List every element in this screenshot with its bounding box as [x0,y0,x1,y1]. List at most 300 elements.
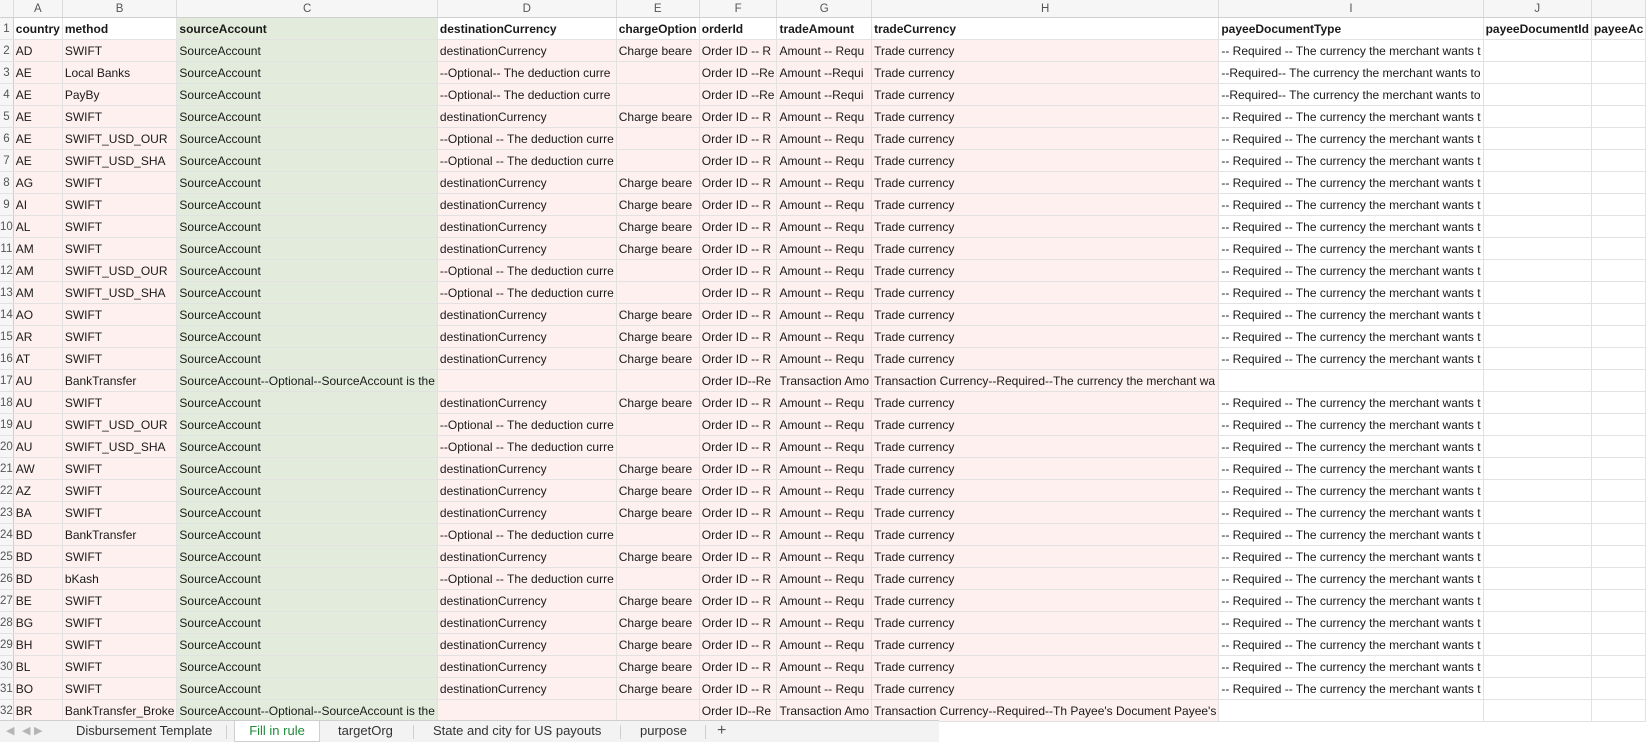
cell[interactable]: SourceAccount [177,546,437,568]
cell[interactable]: Order ID -- R [699,282,777,304]
cell[interactable]: SourceAccount [177,84,437,106]
cell[interactable]: destinationCurrency [437,348,616,370]
cell[interactable]: Order ID -- R [699,194,777,216]
cell[interactable] [1483,634,1591,656]
cell[interactable]: SourceAccount [177,194,437,216]
cell[interactable]: Transaction Currency--Required--The currency the merchant wa [872,370,1219,392]
cell[interactable]: Amount -- Requ [777,238,872,260]
row-number[interactable]: 5 [0,106,13,128]
cell[interactable]: Order ID -- R [699,150,777,172]
cell[interactable]: Order ID -- R [699,392,777,414]
cell[interactable]: Order ID -- R [699,326,777,348]
cell[interactable]: -- Required -- The currency the merchant wants t [1219,546,1483,568]
cell[interactable]: Amount -- Requ [777,392,872,414]
cell[interactable] [616,700,699,722]
cell[interactable]: SourceAccount--Optional--SourceAccount is the [177,700,437,722]
cell[interactable]: AZ [13,480,62,502]
cell[interactable]: SourceAccount [177,172,437,194]
cell[interactable]: Transaction Currency--Required--Th Payee's Document Payee's [872,700,1219,722]
column-title-cell[interactable]: payeeAc [1591,18,1645,40]
cell[interactable]: Amount -- Requ [777,194,872,216]
tab-targetorg[interactable]: targetOrg [338,723,393,738]
row-number[interactable]: 1 [0,18,13,40]
cell[interactable] [616,62,699,84]
cell[interactable] [616,150,699,172]
cell[interactable]: Charge beare [616,546,699,568]
cell[interactable]: SourceAccount [177,128,437,150]
cell[interactable]: Trade currency [872,612,1219,634]
cell[interactable] [1591,238,1645,260]
cell[interactable]: destinationCurrency [437,238,616,260]
column-title-cell[interactable]: destinationCurrency [437,18,616,40]
cell[interactable] [616,414,699,436]
cell[interactable]: -- Required -- The currency the merchant wants t [1219,458,1483,480]
cell[interactable]: SourceAccount [177,524,437,546]
column-header-c[interactable]: C [177,0,437,18]
cell[interactable]: Order ID -- R [699,304,777,326]
cell[interactable]: Amount -- Requ [777,128,872,150]
cell[interactable]: -- Required -- The currency the merchant wants t [1219,678,1483,700]
cell[interactable]: BO [13,678,62,700]
cell[interactable] [1591,370,1645,392]
cell[interactable]: Charge beare [616,392,699,414]
cell[interactable]: Trade currency [872,106,1219,128]
cell[interactable]: Order ID -- R [699,612,777,634]
cell[interactable]: Trade currency [872,238,1219,260]
cell[interactable]: Order ID -- R [699,40,777,62]
cell[interactable]: --Optional-- The deduction curre [437,62,616,84]
cell[interactable]: --Optional -- The deduction curre [437,150,616,172]
cell[interactable]: Trade currency [872,634,1219,656]
cell[interactable]: destinationCurrency [437,194,616,216]
cell[interactable]: AE [13,84,62,106]
cell[interactable]: AL [13,216,62,238]
cell[interactable]: SWIFT [62,634,177,656]
cell[interactable]: BR [13,700,62,722]
cell[interactable] [616,436,699,458]
cell[interactable] [1483,524,1591,546]
cell[interactable]: Trade currency [872,392,1219,414]
cell[interactable] [1483,414,1591,436]
cell[interactable] [1591,568,1645,590]
cell[interactable]: SWIFT [62,590,177,612]
cell[interactable]: -- Required -- The currency the merchant wants t [1219,238,1483,260]
cell[interactable]: Order ID -- R [699,480,777,502]
cell[interactable] [1483,370,1591,392]
cell[interactable]: Trade currency [872,678,1219,700]
cell[interactable]: destinationCurrency [437,216,616,238]
column-header-i[interactable]: I [1219,0,1483,18]
cell[interactable]: Order ID -- R [699,568,777,590]
cell[interactable]: Trade currency [872,568,1219,590]
cell[interactable]: destinationCurrency [437,40,616,62]
cell[interactable]: BA [13,502,62,524]
cell[interactable] [616,370,699,392]
column-header-h[interactable]: H [872,0,1219,18]
cell[interactable] [1483,150,1591,172]
cell[interactable]: SourceAccount [177,392,437,414]
cell[interactable] [1483,194,1591,216]
cell[interactable]: -- Required -- The currency the merchant wants t [1219,150,1483,172]
column-title-cell[interactable]: payeeDocumentType [1219,18,1483,40]
cell[interactable]: -- Required -- The currency the merchant wants t [1219,436,1483,458]
cell[interactable]: Local Banks [62,62,177,84]
cell[interactable]: AU [13,414,62,436]
column-header-d[interactable]: D [437,0,616,18]
cell[interactable]: -- Required -- The currency the merchant wants t [1219,194,1483,216]
row-number[interactable]: 22 [0,480,13,502]
prev-sheet-icon-alt[interactable]: ◀ [22,725,31,737]
cell[interactable] [616,524,699,546]
cell[interactable]: Amount -- Requ [777,436,872,458]
cell[interactable]: Charge beare [616,304,699,326]
cell[interactable]: -- Required -- The currency the merchant wants t [1219,392,1483,414]
cell[interactable]: Order ID -- R [699,216,777,238]
cell[interactable]: destinationCurrency [437,590,616,612]
cell[interactable]: Order ID -- R [699,414,777,436]
cell[interactable]: Order ID -- R [699,348,777,370]
cell[interactable] [1483,216,1591,238]
cell[interactable]: BankTransfer [62,524,177,546]
cell[interactable] [1483,106,1591,128]
cell[interactable]: Amount -- Requ [777,480,872,502]
cell[interactable] [1483,568,1591,590]
cell[interactable]: SourceAccount [177,678,437,700]
cell[interactable]: Order ID -- R [699,524,777,546]
cell[interactable]: SWIFT [62,194,177,216]
cell[interactable]: -- Required -- The currency the merchant wants t [1219,414,1483,436]
cell[interactable]: --Optional-- The deduction curre [437,84,616,106]
cell[interactable]: Charge beare [616,348,699,370]
cell[interactable]: SWIFT_USD_OUR [62,414,177,436]
cell[interactable] [1591,678,1645,700]
cell[interactable]: --Required-- The currency the merchant wants to [1219,62,1483,84]
row-number[interactable]: 19 [0,414,13,436]
cell[interactable]: AI [13,194,62,216]
cell[interactable]: -- Required -- The currency the merchant wants t [1219,612,1483,634]
cell[interactable]: -- Required -- The currency the merchant wants t [1219,260,1483,282]
cell[interactable]: SWIFT_USD_SHA [62,436,177,458]
cell[interactable]: AE [13,62,62,84]
cell[interactable] [1591,348,1645,370]
cell[interactable] [1483,326,1591,348]
tab-purpose[interactable]: purpose [640,723,687,738]
cell[interactable] [1483,590,1591,612]
cell[interactable]: BankTransfer [62,370,177,392]
cell[interactable] [1591,216,1645,238]
cell[interactable]: SourceAccount [177,40,437,62]
cell[interactable]: destinationCurrency [437,634,616,656]
cell[interactable]: Amount --Requi [777,84,872,106]
cell[interactable]: Order ID --Re [699,62,777,84]
cell[interactable]: Charge beare [616,106,699,128]
cell[interactable]: Trade currency [872,62,1219,84]
cell[interactable]: Order ID --Re [699,84,777,106]
column-header-g[interactable]: G [777,0,872,18]
cell[interactable] [1483,62,1591,84]
cell[interactable]: SourceAccount [177,568,437,590]
column-title-cell[interactable]: chargeOption [616,18,699,40]
cell[interactable]: Amount -- Requ [777,568,872,590]
cell[interactable]: -- Required -- The currency the merchant wants t [1219,656,1483,678]
column-title-cell[interactable]: country [13,18,62,40]
cell[interactable] [1591,282,1645,304]
cell[interactable]: SourceAccount [177,502,437,524]
cell[interactable]: BD [13,568,62,590]
cell[interactable]: SWIFT [62,238,177,260]
cell[interactable]: SourceAccount [177,304,437,326]
cell[interactable] [1591,480,1645,502]
cell[interactable]: -- Required -- The currency the merchant wants t [1219,480,1483,502]
row-number[interactable]: 11 [0,238,13,260]
cell[interactable]: Charge beare [616,634,699,656]
cell[interactable]: Charge beare [616,502,699,524]
cell[interactable]: Amount -- Requ [777,590,872,612]
cell[interactable] [1591,436,1645,458]
cell[interactable]: -- Required -- The currency the merchant wants t [1219,502,1483,524]
cell[interactable]: destinationCurrency [437,458,616,480]
cell[interactable]: Charge beare [616,678,699,700]
cell[interactable]: SourceAccount [177,106,437,128]
cell[interactable]: destinationCurrency [437,612,616,634]
cell[interactable]: bKash [62,568,177,590]
cell[interactable]: Trade currency [872,590,1219,612]
cell[interactable]: Order ID -- R [699,260,777,282]
cell[interactable]: Trade currency [872,172,1219,194]
cell[interactable]: Trade currency [872,128,1219,150]
cell[interactable]: AM [13,260,62,282]
select-all-corner[interactable] [0,0,13,18]
cell[interactable]: AU [13,436,62,458]
cell[interactable]: Amount -- Requ [777,348,872,370]
cell[interactable]: Charge beare [616,656,699,678]
cell[interactable]: Amount -- Requ [777,326,872,348]
row-number[interactable]: 30 [0,656,13,678]
row-number[interactable]: 14 [0,304,13,326]
cell[interactable]: Trade currency [872,656,1219,678]
row-number[interactable]: 9 [0,194,13,216]
cell[interactable] [1591,62,1645,84]
cell[interactable]: SWIFT [62,656,177,678]
next-sheet-icon[interactable]: ▶ [34,725,43,737]
cell[interactable]: PayBy [62,84,177,106]
cell[interactable]: destinationCurrency [437,656,616,678]
cell[interactable]: -- Required -- The currency the merchant wants t [1219,568,1483,590]
cell[interactable]: BE [13,590,62,612]
cell[interactable]: -- Required -- The currency the merchant wants t [1219,282,1483,304]
cell[interactable]: Amount --Requi [777,62,872,84]
row-number[interactable]: 16 [0,348,13,370]
cell[interactable]: destinationCurrency [437,326,616,348]
cell[interactable]: --Optional -- The deduction curre [437,414,616,436]
cell[interactable]: Order ID -- R [699,238,777,260]
cell[interactable]: SourceAccount [177,634,437,656]
cell[interactable]: AU [13,392,62,414]
cell[interactable]: Trade currency [872,524,1219,546]
prev-sheet-icon[interactable]: ◀ [6,725,15,737]
cell[interactable]: Trade currency [872,260,1219,282]
cell[interactable]: Order ID -- R [699,590,777,612]
cell[interactable]: Amount -- Requ [777,546,872,568]
cell[interactable]: SourceAccount [177,414,437,436]
cell[interactable]: destinationCurrency [437,172,616,194]
cell[interactable] [1483,436,1591,458]
cell[interactable]: Trade currency [872,326,1219,348]
cell[interactable] [437,370,616,392]
column-title-cell[interactable]: orderId [699,18,777,40]
cell[interactable]: Order ID -- R [699,656,777,678]
cell[interactable]: BankTransfer_Broke [62,700,177,722]
cell[interactable]: SourceAccount [177,590,437,612]
cell[interactable]: SourceAccount [177,62,437,84]
row-number[interactable]: 20 [0,436,13,458]
column-title-cell[interactable]: method [62,18,177,40]
cell[interactable] [1483,40,1591,62]
cell[interactable] [1591,502,1645,524]
row-number[interactable]: 24 [0,524,13,546]
row-number[interactable]: 29 [0,634,13,656]
cell[interactable]: Amount -- Requ [777,172,872,194]
cell[interactable]: Trade currency [872,84,1219,106]
cell[interactable]: AE [13,150,62,172]
cell[interactable]: --Optional -- The deduction curre [437,568,616,590]
add-sheet-button[interactable]: + [717,722,727,739]
cell[interactable]: Order ID -- R [699,128,777,150]
cell[interactable]: Charge beare [616,172,699,194]
cell[interactable]: -- Required -- The currency the merchant wants t [1219,106,1483,128]
cell[interactable] [1483,172,1591,194]
cell[interactable]: SWIFT_USD_OUR [62,260,177,282]
cell[interactable]: destinationCurrency [437,546,616,568]
cell[interactable]: destinationCurrency [437,502,616,524]
cell[interactable]: SourceAccount [177,436,437,458]
cell[interactable] [1483,392,1591,414]
cell[interactable]: destinationCurrency [437,480,616,502]
row-number[interactable]: 10 [0,216,13,238]
cell[interactable] [1591,414,1645,436]
cell[interactable] [1483,700,1591,722]
row-number[interactable]: 32 [0,700,13,722]
cell[interactable]: AE [13,128,62,150]
cell[interactable]: Amount -- Requ [777,634,872,656]
cell[interactable]: Charge beare [616,194,699,216]
cell[interactable] [1591,612,1645,634]
cell[interactable]: AO [13,304,62,326]
cell[interactable]: -- Required -- The currency the merchant wants t [1219,634,1483,656]
cell[interactable] [1591,84,1645,106]
row-number[interactable]: 17 [0,370,13,392]
cell[interactable]: Amount -- Requ [777,40,872,62]
cell[interactable] [1591,40,1645,62]
cell[interactable]: BD [13,546,62,568]
cell[interactable] [1591,590,1645,612]
cell[interactable]: Amount -- Requ [777,612,872,634]
cell[interactable] [1483,238,1591,260]
cell[interactable]: SWIFT [62,480,177,502]
cell[interactable] [616,260,699,282]
cell[interactable]: Trade currency [872,458,1219,480]
cell[interactable]: Order ID -- R [699,436,777,458]
cell[interactable] [1591,172,1645,194]
cell[interactable] [1483,546,1591,568]
cell[interactable]: Trade currency [872,480,1219,502]
cell[interactable]: SWIFT [62,502,177,524]
cell[interactable]: SWIFT [62,546,177,568]
cell[interactable] [1591,128,1645,150]
cell[interactable]: SWIFT_USD_OUR [62,128,177,150]
cell[interactable] [1591,656,1645,678]
cell[interactable]: AE [13,106,62,128]
cell[interactable] [437,700,616,722]
cell[interactable]: AG [13,172,62,194]
cell[interactable]: SourceAccount [177,326,437,348]
cell[interactable]: destinationCurrency [437,304,616,326]
row-number[interactable]: 15 [0,326,13,348]
cell[interactable] [1483,678,1591,700]
column-header-overflow[interactable] [1591,0,1645,18]
cell[interactable]: -- Required -- The currency the merchant wants t [1219,128,1483,150]
cell[interactable] [1483,128,1591,150]
cell[interactable]: Amount -- Requ [777,216,872,238]
cell[interactable]: SWIFT [62,612,177,634]
row-number[interactable]: 26 [0,568,13,590]
cell[interactable]: SourceAccount [177,282,437,304]
cell[interactable]: -- Required -- The currency the merchant wants t [1219,326,1483,348]
cell[interactable]: SourceAccount [177,150,437,172]
cell[interactable]: Amount -- Requ [777,304,872,326]
tab-state-and-city[interactable]: State and city for US payouts [433,723,602,738]
row-number[interactable]: 6 [0,128,13,150]
cell[interactable]: Charge beare [616,480,699,502]
column-header-e[interactable]: E [616,0,699,18]
cell[interactable] [1483,502,1591,524]
cell[interactable]: Trade currency [872,436,1219,458]
cell[interactable]: --Optional -- The deduction curre [437,128,616,150]
cell[interactable] [1591,458,1645,480]
cell[interactable]: Charge beare [616,590,699,612]
cell[interactable]: destinationCurrency [437,392,616,414]
cell[interactable]: AU [13,370,62,392]
row-number[interactable]: 18 [0,392,13,414]
cell[interactable]: --Optional -- The deduction curre [437,260,616,282]
cell[interactable]: -- Required -- The currency the merchant wants t [1219,590,1483,612]
cell[interactable]: -- Required -- The currency the merchant wants t [1219,304,1483,326]
row-number[interactable]: 2 [0,40,13,62]
cell[interactable] [1483,282,1591,304]
cell[interactable]: SourceAccount [177,458,437,480]
row-number[interactable]: 12 [0,260,13,282]
cell[interactable]: SWIFT_USD_SHA [62,282,177,304]
row-number[interactable]: 25 [0,546,13,568]
row-number[interactable]: 28 [0,612,13,634]
cell[interactable]: Amount -- Requ [777,656,872,678]
cell[interactable]: Order ID -- R [699,106,777,128]
cell[interactable]: Charge beare [616,40,699,62]
cell[interactable]: BG [13,612,62,634]
column-title-cell[interactable]: tradeAmount [777,18,872,40]
cell[interactable]: Charge beare [616,326,699,348]
tab-disbursement-template[interactable]: Disbursement Template [76,723,213,738]
cell[interactable]: Order ID--Re [699,370,777,392]
cell[interactable]: AM [13,282,62,304]
cell[interactable]: SWIFT [62,678,177,700]
cell[interactable]: SWIFT [62,304,177,326]
cell[interactable]: Amount -- Requ [777,458,872,480]
tab-fill-in-rule[interactable]: Fill in rule [234,721,320,742]
cell[interactable] [1591,326,1645,348]
cell[interactable]: Amount -- Requ [777,678,872,700]
cell[interactable]: Order ID -- R [699,502,777,524]
